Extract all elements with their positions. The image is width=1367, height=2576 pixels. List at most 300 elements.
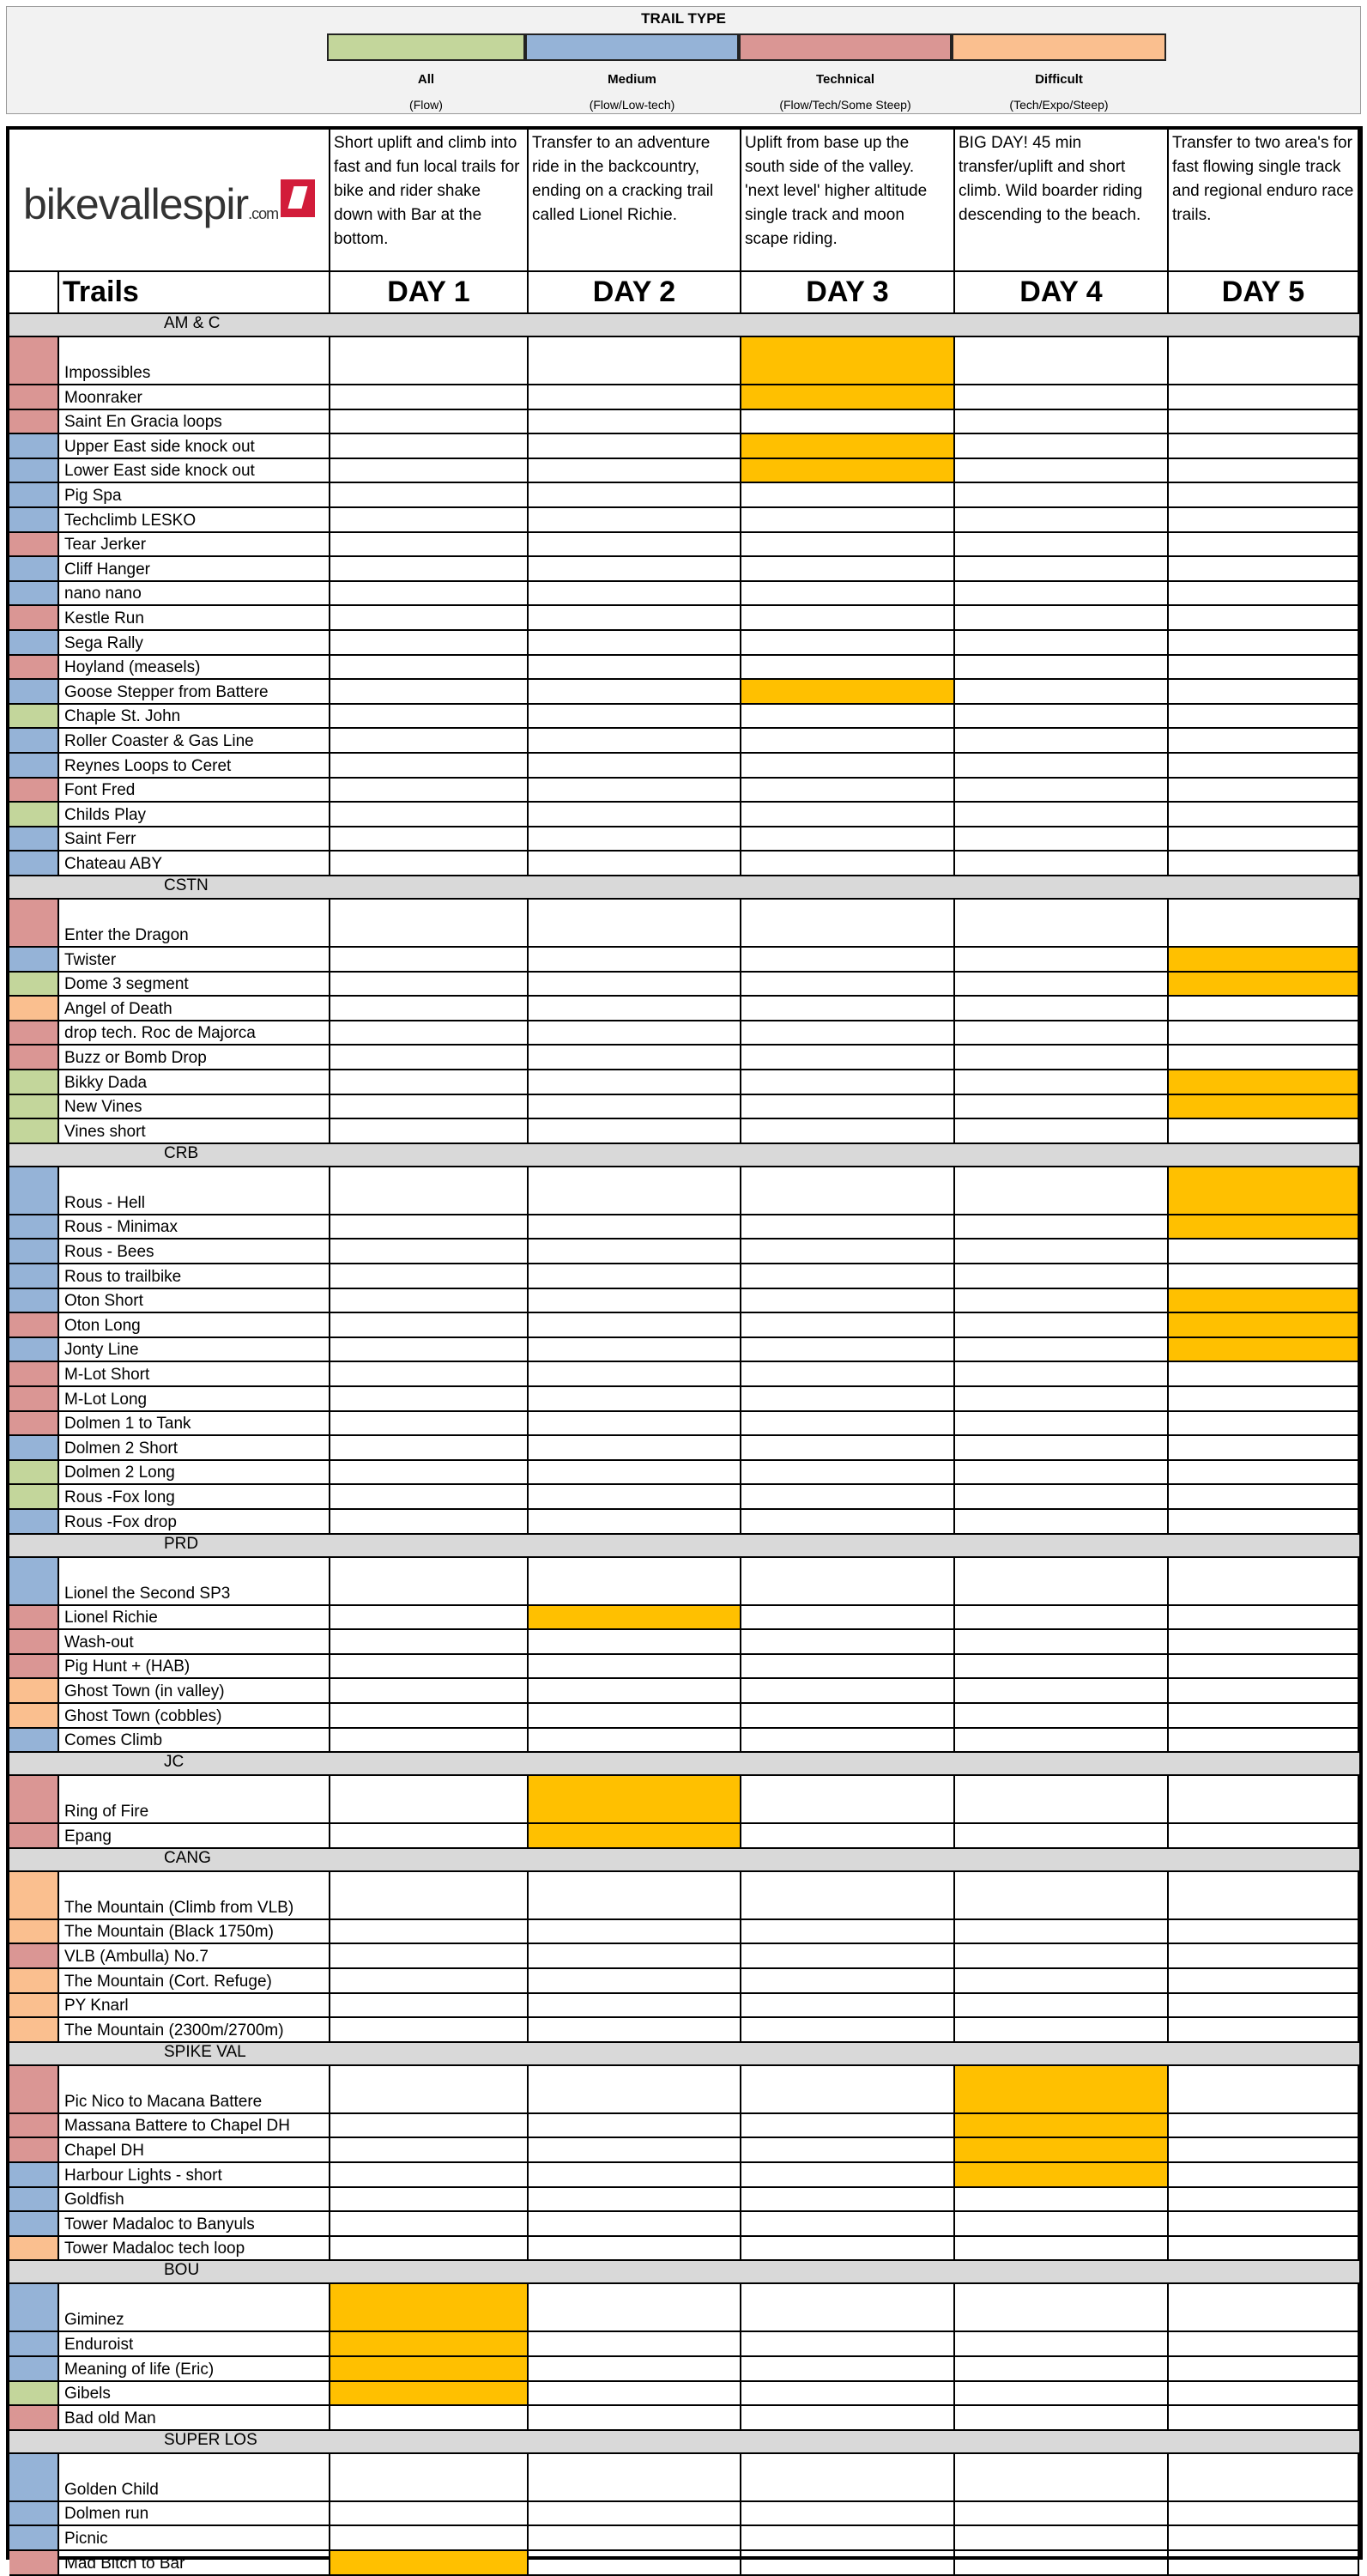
trail-type-swatch bbox=[9, 900, 59, 948]
day-1-header: DAY 1 bbox=[330, 272, 529, 314]
trail-day-4-cell bbox=[955, 729, 1169, 754]
trail-day-3-cell bbox=[741, 2163, 955, 2188]
trail-day-1-cell bbox=[330, 1655, 529, 1680]
trail-day-4-cell bbox=[955, 2212, 1169, 2237]
trail-day-2-cell bbox=[529, 1021, 741, 1046]
trail-day-3-cell bbox=[741, 779, 955, 803]
day-5-description: Transfer to two area's for fast flowing single track and regional enduro race trails. bbox=[1169, 130, 1359, 272]
trail-day-2-cell bbox=[529, 1944, 741, 1969]
header-blank-cell bbox=[9, 272, 59, 314]
trail-day-2-cell bbox=[529, 2212, 741, 2237]
trail-type-swatch bbox=[9, 803, 59, 827]
trail-day-5-cell bbox=[1169, 1655, 1359, 1680]
trail-day-5-cell bbox=[1169, 1046, 1359, 1070]
trail-day-3-cell bbox=[741, 1119, 955, 1144]
trail-day-2-cell bbox=[529, 2237, 741, 2262]
trail-day-4-cell bbox=[955, 1387, 1169, 1412]
trail-day-1-cell bbox=[330, 410, 529, 435]
trail-day-1-cell bbox=[330, 2454, 529, 2502]
trail-day-3-cell bbox=[741, 1289, 955, 1314]
trail-name: Childs Play bbox=[59, 803, 330, 827]
trail-day-2-cell bbox=[529, 997, 741, 1021]
trail-type-swatch bbox=[9, 2551, 59, 2576]
trail-name: M-Lot Long bbox=[59, 1387, 330, 1412]
day-4-description: BIG DAY! 45 min transfer/uplift and short climb. Wild boarder riding descending to the beach. bbox=[955, 130, 1169, 272]
trail-day-4-cell bbox=[955, 631, 1169, 656]
trail-day-2-cell bbox=[529, 1704, 741, 1729]
trail-name: Comes Climb bbox=[59, 1729, 330, 1754]
trail-day-4-cell bbox=[955, 2018, 1169, 2043]
trail-day-5-cell bbox=[1169, 459, 1359, 484]
trail-type-swatch bbox=[9, 459, 59, 484]
trail-day-3-cell bbox=[741, 1070, 955, 1095]
trail-day-4-cell bbox=[955, 1655, 1169, 1680]
trail-type-swatch bbox=[9, 1824, 59, 1849]
trail-day-5-cell bbox=[1169, 1485, 1359, 1510]
trail-day-1-cell bbox=[330, 1704, 529, 1729]
logo-suffix: .com bbox=[248, 205, 279, 222]
trail-day-2-cell bbox=[529, 1872, 741, 1920]
trail-day-2-cell bbox=[529, 410, 741, 435]
trail-name: Rous - Hell bbox=[59, 1167, 330, 1215]
trail-type-swatch bbox=[9, 1436, 59, 1461]
trail-day-3-cell bbox=[741, 2526, 955, 2551]
trail-day-1-cell bbox=[330, 1729, 529, 1754]
trail-day-5-cell bbox=[1169, 1240, 1359, 1264]
trail-day-2-cell bbox=[529, 557, 741, 582]
trail-day-2-cell bbox=[529, 631, 741, 656]
trail-day-3-cell bbox=[741, 631, 955, 656]
day-1-description: Short uplift and climb into fast and fun local trails for bike and rider shake down with Bar at the bottom. bbox=[330, 130, 529, 272]
trail-type-swatch bbox=[9, 997, 59, 1021]
trail-type-swatch bbox=[9, 1655, 59, 1680]
trail-day-3-cell bbox=[741, 1776, 955, 1824]
trail-day-2-cell bbox=[529, 385, 741, 410]
trail-name: Enter the Dragon bbox=[59, 900, 330, 948]
trail-day-5-cell bbox=[1169, 2212, 1359, 2237]
trail-day-2-cell bbox=[529, 1412, 741, 1437]
trail-day-2-cell bbox=[529, 1824, 741, 1849]
trail-day-1-cell bbox=[330, 852, 529, 876]
trail-day-1-cell bbox=[330, 948, 529, 973]
trail-day-2-cell bbox=[529, 1095, 741, 1120]
trail-name: Tower Madaloc tech loop bbox=[59, 2237, 330, 2262]
trail-day-4-cell bbox=[955, 1436, 1169, 1461]
trail-day-2-cell bbox=[529, 705, 741, 730]
trail-day-3-cell bbox=[741, 1362, 955, 1387]
trail-day-1-cell bbox=[330, 2237, 529, 2262]
section-name: PRD bbox=[164, 1534, 199, 1553]
trail-type-swatch bbox=[9, 1485, 59, 1510]
trail-name: Pic Nico to Macana Battere bbox=[59, 2066, 330, 2114]
trail-day-5-cell bbox=[1169, 1436, 1359, 1461]
trail-type-swatch bbox=[9, 705, 59, 730]
trail-day-3-cell bbox=[741, 948, 955, 973]
trail-day-5-cell bbox=[1169, 2406, 1359, 2431]
trail-day-3-cell bbox=[741, 557, 955, 582]
trail-day-1-cell bbox=[330, 1362, 529, 1387]
trail-day-1-cell bbox=[330, 434, 529, 459]
trail-day-1-cell bbox=[330, 1412, 529, 1437]
trail-type-swatch bbox=[9, 1289, 59, 1314]
trail-day-5-cell bbox=[1169, 1167, 1359, 1215]
trail-day-2-cell bbox=[529, 2188, 741, 2213]
trail-day-2-cell bbox=[529, 779, 741, 803]
trail-name: Dome 3 segment bbox=[59, 973, 330, 997]
trail-name: Cliff Hanger bbox=[59, 557, 330, 582]
trail-type-swatch bbox=[9, 385, 59, 410]
trail-day-3-cell bbox=[741, 1558, 955, 1606]
trail-day-1-cell bbox=[330, 1630, 529, 1655]
trail-day-3-cell bbox=[741, 2237, 955, 2262]
trail-day-4-cell bbox=[955, 2332, 1169, 2357]
trail-day-1-cell bbox=[330, 1461, 529, 1486]
section-header bbox=[9, 1849, 1359, 1872]
trail-day-4-cell bbox=[955, 1704, 1169, 1729]
trail-day-2-cell bbox=[529, 1070, 741, 1095]
trail-day-4-cell bbox=[955, 1167, 1169, 1215]
day-5-header: DAY 5 bbox=[1169, 272, 1359, 314]
legend-swatch-all bbox=[327, 33, 525, 61]
trail-day-4-cell bbox=[955, 1021, 1169, 1046]
trail-day-1-cell bbox=[330, 2138, 529, 2163]
section-name: BOU bbox=[164, 2261, 200, 2280]
trail-day-1-cell bbox=[330, 1289, 529, 1314]
trail-day-2-cell bbox=[529, 2551, 741, 2576]
trail-type-swatch bbox=[9, 1510, 59, 1535]
trail-day-3-cell bbox=[741, 754, 955, 779]
trail-day-3-cell bbox=[741, 1510, 955, 1535]
legend-sub-medium: (Flow/Low-tech) bbox=[589, 98, 675, 112]
trail-day-4-cell bbox=[955, 1289, 1169, 1314]
trail-day-3-cell bbox=[741, 533, 955, 558]
trail-day-5-cell bbox=[1169, 997, 1359, 1021]
trail-type-swatch bbox=[9, 1167, 59, 1215]
trail-day-5-cell bbox=[1169, 1824, 1359, 1849]
trail-day-5-cell bbox=[1169, 1630, 1359, 1655]
trail-type-swatch bbox=[9, 1021, 59, 1046]
trail-day-5-cell bbox=[1169, 1119, 1359, 1144]
trail-day-5-cell bbox=[1169, 557, 1359, 582]
trail-type-swatch bbox=[9, 1679, 59, 1704]
trail-type-swatch bbox=[9, 1215, 59, 1240]
section-header bbox=[9, 2431, 1359, 2454]
trail-day-3-cell bbox=[741, 803, 955, 827]
trail-name: Angel of Death bbox=[59, 997, 330, 1021]
trail-name: Techclimb LESKO bbox=[59, 508, 330, 533]
trail-day-2-cell bbox=[529, 1461, 741, 1486]
trail-day-1-cell bbox=[330, 582, 529, 607]
trail-day-2-cell bbox=[529, 1362, 741, 1387]
trail-name: Ring of Fire bbox=[59, 1776, 330, 1824]
trail-type-swatch bbox=[9, 656, 59, 681]
trail-name: Vines short bbox=[59, 1119, 330, 1144]
trail-day-2-cell bbox=[529, 2018, 741, 2043]
trail-type-legend bbox=[6, 6, 1361, 114]
trail-day-2-cell bbox=[529, 2502, 741, 2527]
trail-name: Reynes Loops to Ceret bbox=[59, 754, 330, 779]
trail-day-1-cell bbox=[330, 2526, 529, 2551]
trail-day-3-cell bbox=[741, 680, 955, 705]
trail-day-5-cell bbox=[1169, 1289, 1359, 1314]
trail-day-1-cell bbox=[330, 1824, 529, 1849]
trail-day-4-cell bbox=[955, 1338, 1169, 1363]
trail-day-5-cell bbox=[1169, 852, 1359, 876]
trail-day-5-cell bbox=[1169, 1920, 1359, 1945]
trail-day-3-cell bbox=[741, 483, 955, 508]
trail-day-5-cell bbox=[1169, 2237, 1359, 2262]
trail-day-4-cell bbox=[955, 1313, 1169, 1338]
trail-name: Kestle Run bbox=[59, 606, 330, 631]
trail-type-swatch bbox=[9, 2114, 59, 2139]
trail-day-2-cell bbox=[529, 582, 741, 607]
trail-day-3-cell bbox=[741, 1167, 955, 1215]
trail-type-swatch bbox=[9, 1776, 59, 1824]
logo-text: bikevallespir bbox=[23, 180, 249, 228]
trail-day-5-cell bbox=[1169, 2502, 1359, 2527]
trail-type-swatch bbox=[9, 2332, 59, 2357]
trail-day-3-cell bbox=[741, 1920, 955, 1945]
trail-day-2-cell bbox=[529, 827, 741, 852]
trail-day-1-cell bbox=[330, 1095, 529, 1120]
trail-day-4-cell bbox=[955, 827, 1169, 852]
trail-day-3-cell bbox=[741, 2212, 955, 2237]
trail-day-3-cell bbox=[741, 1021, 955, 1046]
trail-day-4-cell bbox=[955, 1969, 1169, 1994]
trail-day-1-cell bbox=[330, 705, 529, 730]
trail-day-4-cell bbox=[955, 337, 1169, 385]
trail-day-5-cell bbox=[1169, 1387, 1359, 1412]
trail-day-1-cell bbox=[330, 1215, 529, 1240]
trail-day-2-cell bbox=[529, 508, 741, 533]
trail-type-swatch bbox=[9, 2066, 59, 2114]
trail-type-swatch bbox=[9, 1461, 59, 1486]
trail-day-1-cell bbox=[330, 2382, 529, 2407]
trail-day-3-cell bbox=[741, 705, 955, 730]
trail-day-2-cell bbox=[529, 533, 741, 558]
trail-type-swatch bbox=[9, 557, 59, 582]
trail-day-2-cell bbox=[529, 1046, 741, 1070]
trail-day-1-cell bbox=[330, 606, 529, 631]
trail-type-swatch bbox=[9, 1558, 59, 1606]
section-name: JC bbox=[164, 1753, 184, 1772]
trail-day-5-cell bbox=[1169, 1461, 1359, 1486]
trail-day-3-cell bbox=[741, 2454, 955, 2502]
trail-day-3-cell bbox=[741, 2357, 955, 2382]
trail-day-4-cell bbox=[955, 2066, 1169, 2114]
trail-name: Tower Madaloc to Banyuls bbox=[59, 2212, 330, 2237]
trail-day-4-cell bbox=[955, 2526, 1169, 2551]
trail-day-2-cell bbox=[529, 1313, 741, 1338]
section-header bbox=[9, 1753, 1359, 1776]
trail-day-2-cell bbox=[529, 973, 741, 997]
trail-day-2-cell bbox=[529, 852, 741, 876]
trail-name: Harbour Lights - short bbox=[59, 2163, 330, 2188]
trail-name: Lionel Richie bbox=[59, 1606, 330, 1631]
trail-day-5-cell bbox=[1169, 2138, 1359, 2163]
trail-day-4-cell bbox=[955, 1095, 1169, 1120]
trail-day-2-cell bbox=[529, 2138, 741, 2163]
trail-name: Rous to trailbike bbox=[59, 1264, 330, 1289]
trail-day-3-cell bbox=[741, 997, 955, 1021]
trail-day-3-cell bbox=[741, 852, 955, 876]
trail-day-5-cell bbox=[1169, 803, 1359, 827]
trail-day-1-cell bbox=[330, 2406, 529, 2431]
trail-day-3-cell bbox=[741, 973, 955, 997]
legend-sub-all: (Flow) bbox=[409, 98, 443, 112]
trail-day-3-cell bbox=[741, 1944, 955, 1969]
trail-type-swatch bbox=[9, 1872, 59, 1920]
trail-day-3-cell bbox=[741, 606, 955, 631]
trail-day-4-cell bbox=[955, 2382, 1169, 2407]
trail-day-4-cell bbox=[955, 2357, 1169, 2382]
trail-day-2-cell bbox=[529, 680, 741, 705]
day-3-description: Uplift from base up the south side of the valley. 'next level' higher altitude single track and moon scape riding. bbox=[741, 130, 955, 272]
trail-day-4-cell bbox=[955, 1776, 1169, 1824]
trail-day-1-cell bbox=[330, 2066, 529, 2114]
legend-sub-difficult: (Tech/Expo/Steep) bbox=[1009, 98, 1109, 112]
trail-name: Bad old Man bbox=[59, 2406, 330, 2431]
trail-day-2-cell bbox=[529, 2406, 741, 2431]
trail-day-4-cell bbox=[955, 385, 1169, 410]
trail-day-2-cell bbox=[529, 1969, 741, 1994]
trail-day-5-cell bbox=[1169, 1412, 1359, 1437]
trail-type-swatch bbox=[9, 827, 59, 852]
trail-day-2-cell bbox=[529, 1729, 741, 1754]
trail-day-5-cell bbox=[1169, 1776, 1359, 1824]
trail-day-1-cell bbox=[330, 1776, 529, 1824]
trail-name: New Vines bbox=[59, 1095, 330, 1120]
trail-name: Goldfish bbox=[59, 2188, 330, 2213]
legend-label-technical: Technical bbox=[815, 72, 875, 87]
trail-day-4-cell bbox=[955, 508, 1169, 533]
trail-type-swatch bbox=[9, 1264, 59, 1289]
legend-label-difficult: Difficult bbox=[1035, 72, 1083, 87]
trail-day-5-cell bbox=[1169, 533, 1359, 558]
trail-name: The Mountain (Climb from VLB) bbox=[59, 1872, 330, 1920]
trail-day-5-cell bbox=[1169, 606, 1359, 631]
trails-column-header: Trails bbox=[59, 272, 330, 314]
trail-day-4-cell bbox=[955, 582, 1169, 607]
trail-day-2-cell bbox=[529, 754, 741, 779]
trail-day-1-cell bbox=[330, 2332, 529, 2357]
trail-day-1-cell bbox=[330, 508, 529, 533]
trail-day-3-cell bbox=[741, 1872, 955, 1920]
trail-type-swatch bbox=[9, 434, 59, 459]
trail-day-5-cell bbox=[1169, 2188, 1359, 2213]
trail-day-1-cell bbox=[330, 779, 529, 803]
section-name: CANG bbox=[164, 1848, 211, 1867]
trail-day-2-cell bbox=[529, 803, 741, 827]
trail-day-3-cell bbox=[741, 2188, 955, 2213]
trail-name: The Mountain (2300m/2700m) bbox=[59, 2018, 330, 2043]
trail-day-4-cell bbox=[955, 410, 1169, 435]
trail-day-5-cell bbox=[1169, 705, 1359, 730]
trail-day-4-cell bbox=[955, 1070, 1169, 1095]
trail-day-5-cell bbox=[1169, 1969, 1359, 1994]
trail-day-2-cell bbox=[529, 606, 741, 631]
trail-day-2-cell bbox=[529, 900, 741, 948]
trail-day-5-cell bbox=[1169, 680, 1359, 705]
trail-day-5-cell bbox=[1169, 1872, 1359, 1920]
trail-day-3-cell bbox=[741, 2551, 955, 2576]
trail-day-5-cell bbox=[1169, 1313, 1359, 1338]
trail-day-2-cell bbox=[529, 1387, 741, 1412]
trail-day-2-cell bbox=[529, 2357, 741, 2382]
trail-name: nano nano bbox=[59, 582, 330, 607]
section-header bbox=[9, 314, 1359, 337]
trail-name: Dolmen 2 Long bbox=[59, 1461, 330, 1486]
trail-day-5-cell bbox=[1169, 2551, 1359, 2576]
trail-day-5-cell bbox=[1169, 2357, 1359, 2382]
trail-day-4-cell bbox=[955, 1485, 1169, 1510]
trail-day-4-cell bbox=[955, 2284, 1169, 2332]
trail-type-swatch bbox=[9, 680, 59, 705]
trail-day-4-cell bbox=[955, 606, 1169, 631]
trail-type-swatch bbox=[9, 852, 59, 876]
trail-day-4-cell bbox=[955, 2138, 1169, 2163]
trail-name: Lionel the Second SP3 bbox=[59, 1558, 330, 1606]
trail-day-1-cell bbox=[330, 1969, 529, 1994]
trail-day-4-cell bbox=[955, 2163, 1169, 2188]
trail-day-5-cell bbox=[1169, 2332, 1359, 2357]
logo-cell bbox=[9, 130, 330, 272]
trail-day-1-cell bbox=[330, 680, 529, 705]
trail-day-2-cell bbox=[529, 2526, 741, 2551]
trail-type-swatch bbox=[9, 1119, 59, 1144]
trail-day-3-cell bbox=[741, 508, 955, 533]
trail-day-4-cell bbox=[955, 900, 1169, 948]
trail-day-5-cell bbox=[1169, 1510, 1359, 1535]
trail-type-swatch bbox=[9, 1338, 59, 1363]
trail-type-swatch bbox=[9, 2357, 59, 2382]
trail-name: The Mountain (Black 1750m) bbox=[59, 1920, 330, 1945]
trail-day-2-cell bbox=[529, 1994, 741, 2019]
trail-day-2-cell bbox=[529, 483, 741, 508]
trail-day-2-cell bbox=[529, 729, 741, 754]
trail-day-5-cell bbox=[1169, 385, 1359, 410]
trail-day-5-cell bbox=[1169, 1215, 1359, 1240]
trail-day-1-cell bbox=[330, 1119, 529, 1144]
trail-day-3-cell bbox=[741, 1461, 955, 1486]
trail-name: Massana Battere to Chapel DH bbox=[59, 2114, 330, 2139]
trail-day-1-cell bbox=[330, 1558, 529, 1606]
trail-day-2-cell bbox=[529, 2066, 741, 2114]
section-header bbox=[9, 1144, 1359, 1167]
trail-day-5-cell bbox=[1169, 1679, 1359, 1704]
trail-day-2-cell bbox=[529, 2114, 741, 2139]
trail-name: Tear Jerker bbox=[59, 533, 330, 558]
trail-day-4-cell bbox=[955, 997, 1169, 1021]
trail-day-5-cell bbox=[1169, 948, 1359, 973]
trail-day-3-cell bbox=[741, 2114, 955, 2139]
trail-day-3-cell bbox=[741, 2066, 955, 2114]
trail-day-1-cell bbox=[330, 997, 529, 1021]
trail-type-swatch bbox=[9, 973, 59, 997]
trail-day-5-cell bbox=[1169, 1704, 1359, 1729]
trail-day-5-cell bbox=[1169, 779, 1359, 803]
trail-type-swatch bbox=[9, 779, 59, 803]
trail-day-4-cell bbox=[955, 656, 1169, 681]
trail-day-4-cell bbox=[955, 459, 1169, 484]
trail-name: Goose Stepper from Battere bbox=[59, 680, 330, 705]
trail-day-2-cell bbox=[529, 459, 741, 484]
trail-type-swatch bbox=[9, 508, 59, 533]
trail-day-3-cell bbox=[741, 827, 955, 852]
trail-type-swatch bbox=[9, 1313, 59, 1338]
trail-day-3-cell bbox=[741, 1338, 955, 1363]
section-header bbox=[9, 2261, 1359, 2284]
